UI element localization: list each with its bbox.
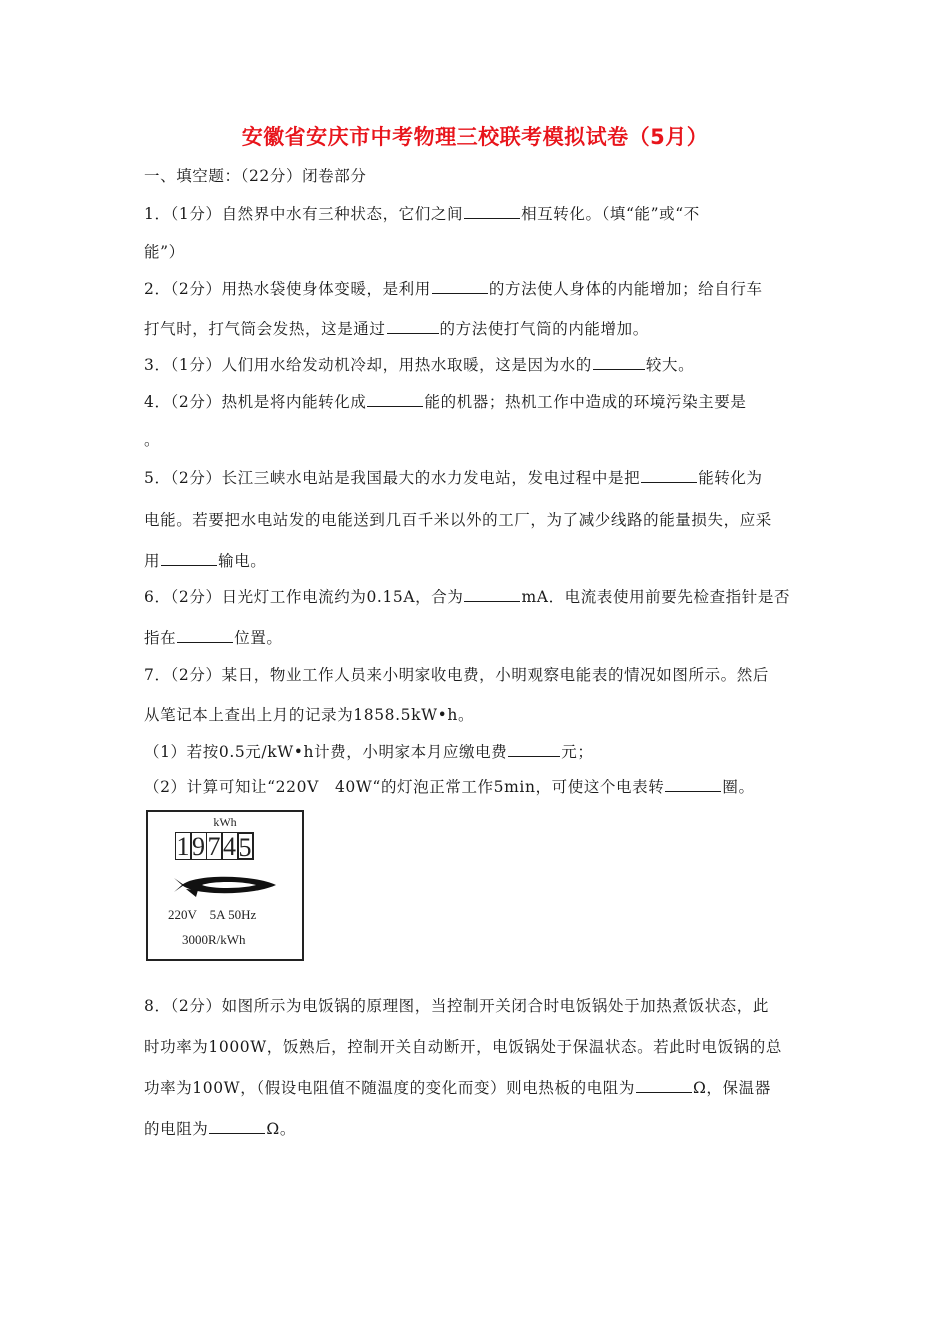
answer-blank [636,1078,692,1093]
answer-blank [161,551,217,566]
meter-constant-label: 3000R/kWh [182,932,246,947]
answer-blank [209,1119,265,1134]
question-6-line-2: 指在 位置。 [144,629,283,647]
question-7-line-1: 7．（2分）某日，物业工作人员来小明家收电费，小明观察电能表的情况如图所示。然后 [144,666,769,684]
meter-digit: 9 [192,832,205,861]
section-heading: 一、填空题：（22分）闭卷部分 [144,167,367,185]
answer-blank [665,777,721,792]
question-4-line-1: 4．（2分）热机是将内能转化成 能的机器；热机工作中造成的环境污染主要是 [144,393,747,411]
question-5-line-3: 用 输电。 [144,552,267,570]
meter-unit-label: kWh [213,815,237,829]
question-7-line-2: 从笔记本上查出上月的记录为1858.5kW•h。 [144,706,475,724]
answer-blank [387,319,439,334]
meter-digit-decimal: 5 [238,833,252,862]
question-1-line-2: 能”） [144,243,185,261]
question-7-part-1: （1）若按0.5元/kW•h计费，小明家本月应缴电费 元； [144,743,594,761]
question-1-line-1: 1．（1分）自然界中水有三种状态，它们之间 相互转化。（填“能”或“不 [144,205,700,223]
question-5-line-2: 电能。若要把水电站发的电能送到几百千米以外的工厂，为了减少线路的能量损失，应采 [144,511,772,529]
meter-digit: 1 [176,832,190,861]
meter-digit: 7 [207,832,221,861]
meter-digit-counter [176,832,254,862]
question-2-line-1: 2．（2分）用热水袋使身体变暖，是利用 的方法使人身体的内能增加；给自行车 [144,280,763,298]
answer-blank [464,204,520,219]
question-3: 3．（1分）人们用水给发动机冷却，用热水取暖，这是因为水的 较大。 [144,356,695,374]
page-title: 安徽省安庆市中考物理三校联考模拟试卷（5月） [241,125,709,149]
answer-blank [593,355,645,370]
question-2-line-2: 打气时，打气筒会发热，这是通过 的方法使打气筒的内能增加。 [144,320,649,338]
answer-blank [464,587,520,602]
answer-blank [508,742,560,757]
question-8-line-1: 8．（2分）如图所示为电饭锅的原理图，当控制开关闭合时电饭锅处于加热煮饭状态，此 [144,997,769,1015]
answer-blank [367,392,423,407]
meter-rotating-disk-icon [172,872,282,898]
question-8-line-4: 的电阻为 Ω。 [144,1120,296,1138]
question-6-line-1: 6．（2分）日光灯工作电流约为0.15A，合为 mA．电流表使用前要先检查指针是否 [144,588,791,606]
question-7-part-2: （2）计算可知让“220V 40W“的灯泡正常工作5min，可使这个电表转 圈。 [144,778,755,796]
question-5-line-1: 5．（2分）长江三峡水电站是我国最大的水力发电站，发电过程中是把 能转化为 [144,469,763,487]
question-4-line-2: 。 [144,431,161,449]
answer-blank [177,628,233,643]
answer-blank [641,468,697,483]
question-8-line-2: 时功率为1000W，饭熟后，控制开关自动断开，电饭锅处于保温状态。若此时电饭锅的总 [144,1038,782,1056]
question-8-line-3: 功率为100W，（假设电阻值不随温度的变化而变）则电热板的电阻为 Ω，保温器 [144,1079,771,1097]
answer-blank [432,279,488,294]
meter-rating-label: 220V 5A 50Hz [168,907,257,922]
electric-meter-figure [146,810,304,961]
meter-digit: 4 [223,832,236,861]
